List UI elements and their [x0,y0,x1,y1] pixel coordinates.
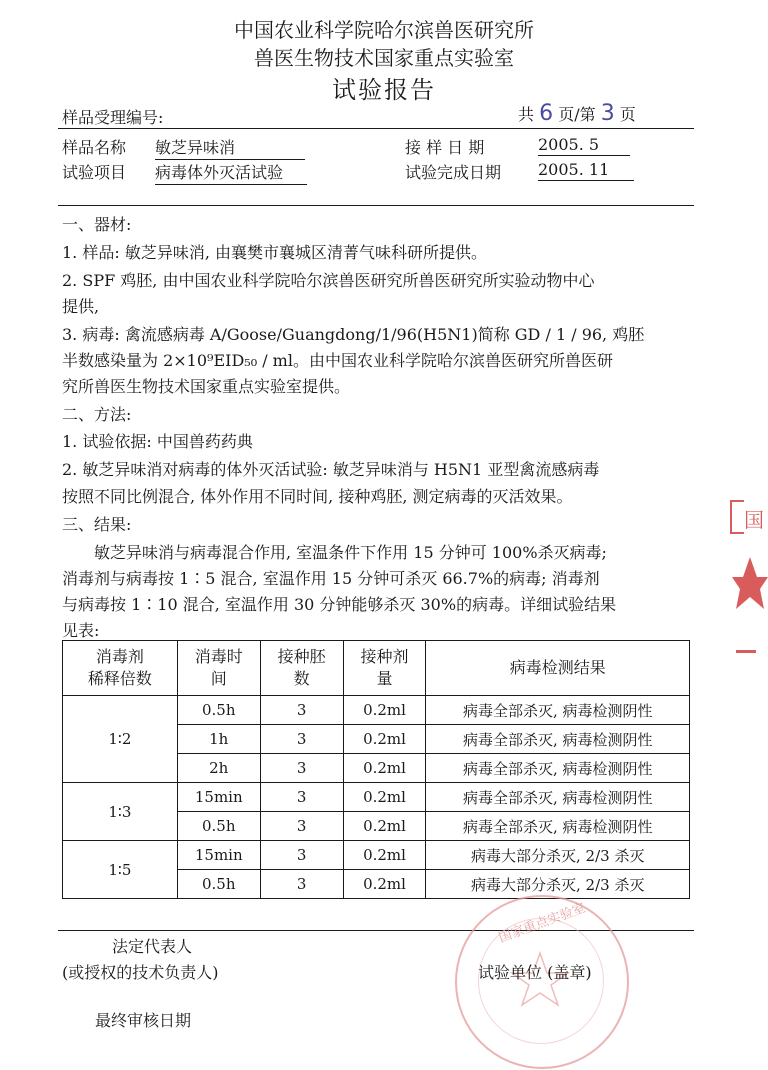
lab-name: 兽医生物技术国家重点实验室 [254,46,514,70]
dose-cell: 0.2ml [343,696,426,725]
embryos-cell: 3 [260,783,343,812]
embryos-cell: 3 [260,812,343,841]
page-suffix: 页 [619,105,636,124]
dose-cell: 0.2ml [343,783,426,812]
final-review-date-label: 最终审核日期 [95,1011,192,1030]
materials-item-1: 1. 样品: 敏芝异味消, 由襄樊市襄城区清菁气味科研所提供。 [62,243,488,262]
side-star-icon [732,555,768,615]
receive-date-label: 接 样 日 期 [405,138,485,157]
receive-date-value [538,135,630,156]
dilution-cell: 1∶2 [63,696,178,783]
time-cell: 0.5h [177,870,260,899]
methods-item-2: 2. 敏芝异味消对病毒的体外灭活试验: 敏芝异味消与 H5N1 亚型禽流感病毒 [62,460,600,479]
dose-cell: 0.2ml [343,870,426,899]
embryos-cell: 3 [260,725,343,754]
result-cell: 病毒全部杀灭, 病毒检测阴性 [426,812,690,841]
legal-representative-label: 法定代表人 [112,937,193,956]
time-cell: 0.5h [177,812,260,841]
results-text-1: 敏芝异味消与病毒混合作用, 室温条件下作用 15 分钟可 100%杀灭病毒; [94,543,607,562]
test-item-label: 试验项目 [62,163,127,182]
test-item-value [155,160,307,185]
institute-name: 中国农业科学院哈尔滨兽医研究所 [234,18,534,42]
embryos-cell: 3 [260,754,343,783]
section-materials-title: 一、器材: [62,215,132,234]
side-seal-char: 国 [744,508,764,532]
complete-date-value [538,160,634,181]
embryos-cell: 3 [260,841,343,870]
page-indicator [518,101,636,126]
side-seal-dash [736,650,756,653]
materials-item-3-cont2: 究所兽医生物技术国家重点实验室提供。 [62,377,351,396]
time-cell: 1h [177,725,260,754]
page-mid: 页/第 [558,105,596,124]
methods-item-2-cont: 按照不同比例混合, 体外作用不同时间, 接种鸡胚, 测定病毒的灭活效果。 [62,487,573,506]
section-methods-title: 二、方法: [62,405,132,424]
sample-name-label: 样品名称 [62,138,127,157]
time-cell: 15min [177,841,260,870]
divider-top [58,128,694,129]
result-cell: 病毒大部分杀灭, 2/3 杀灭 [426,841,690,870]
page-total: 6 [539,101,554,126]
table-row [63,783,690,812]
divider-bottom [58,205,694,206]
receive-date: 2005. 5 [538,135,630,156]
methods-item-1: 1. 试验依据: 中国兽药药典 [62,432,253,451]
sample-name: 敏芝异味消 [155,135,305,160]
result-cell: 病毒全部杀灭, 病毒检测阴性 [426,696,690,725]
header-dose: 接种剂 量 [343,641,426,696]
dose-cell: 0.2ml [343,725,426,754]
table-row [63,841,690,870]
header-result: 病毒检测结果 [426,641,690,696]
complete-date-label: 试验完成日期 [405,163,502,182]
header-embryos: 接种胚 数 [260,641,343,696]
materials-item-3: 3. 病毒: 禽流感病毒 A/Goose/Guangdong/1/96(H5N1)简称 GD / 1 / 96, 鸡胚 [62,325,645,344]
dose-cell: 0.2ml [343,754,426,783]
result-cell: 病毒全部杀灭, 病毒检测阴性 [426,754,690,783]
dose-cell: 0.2ml [343,841,426,870]
side-seal-fragment [730,500,768,700]
table-header-row [63,641,690,696]
page-current: 3 [600,101,615,126]
results-table [62,640,690,899]
embryos-cell: 3 [260,696,343,725]
dose-cell: 0.2ml [343,812,426,841]
dilution-cell: 1∶3 [63,783,178,841]
legal-representative-note: (或授权的技术负责人) [62,963,219,982]
materials-item-3-cont1: 半数感染量为 2×10⁹EID₅₀ / ml。由中国农业科学院哈尔滨兽医研究所兽医研 [62,351,613,370]
test-unit-stamp-label: 试验单位 (盖章) [478,963,592,982]
results-text-2: 消毒剂与病毒按 1∶5 混合, 室温作用 15 分钟可杀灭 66.7%的病毒; 消毒剂 [62,569,600,588]
sample-number-label: 样品受理编号: [62,108,164,127]
dilution-cell: 1∶5 [63,841,178,899]
complete-date: 2005. 11 [538,160,634,181]
seal-text: 国家重点实验室 [496,900,588,946]
results-text-3: 与病毒按 1∶10 混合, 室温作用 30 分钟能够杀灭 30%的病毒。详细试验结果 [62,595,617,614]
results-text-4: 见表: [62,621,100,640]
test-item: 病毒体外灭活试验 [155,160,307,185]
time-cell: 0.5h [177,696,260,725]
sample-name-value [155,135,305,160]
result-cell: 病毒全部杀灭, 病毒检测阴性 [426,783,690,812]
result-cell: 病毒全部杀灭, 病毒检测阴性 [426,725,690,754]
section-results-title: 三、结果: [62,515,132,534]
header-dilution: 消毒剂 稀释倍数 [63,641,178,696]
time-cell: 15min [177,783,260,812]
materials-item-2: 2. SPF 鸡胚, 由中国农业科学院哈尔滨兽医研究所兽医研究所实验动物中心 [62,271,595,290]
embryos-cell: 3 [260,870,343,899]
side-seal-bracket [730,500,744,534]
table-row [63,696,690,725]
header-time: 消毒时 间 [177,641,260,696]
time-cell: 2h [177,754,260,783]
materials-item-2-cont: 提供, [62,297,100,316]
result-cell: 病毒大部分杀灭, 2/3 杀灭 [426,870,690,899]
page-prefix: 共 [518,105,535,124]
report-title: 试验报告 [332,76,436,104]
